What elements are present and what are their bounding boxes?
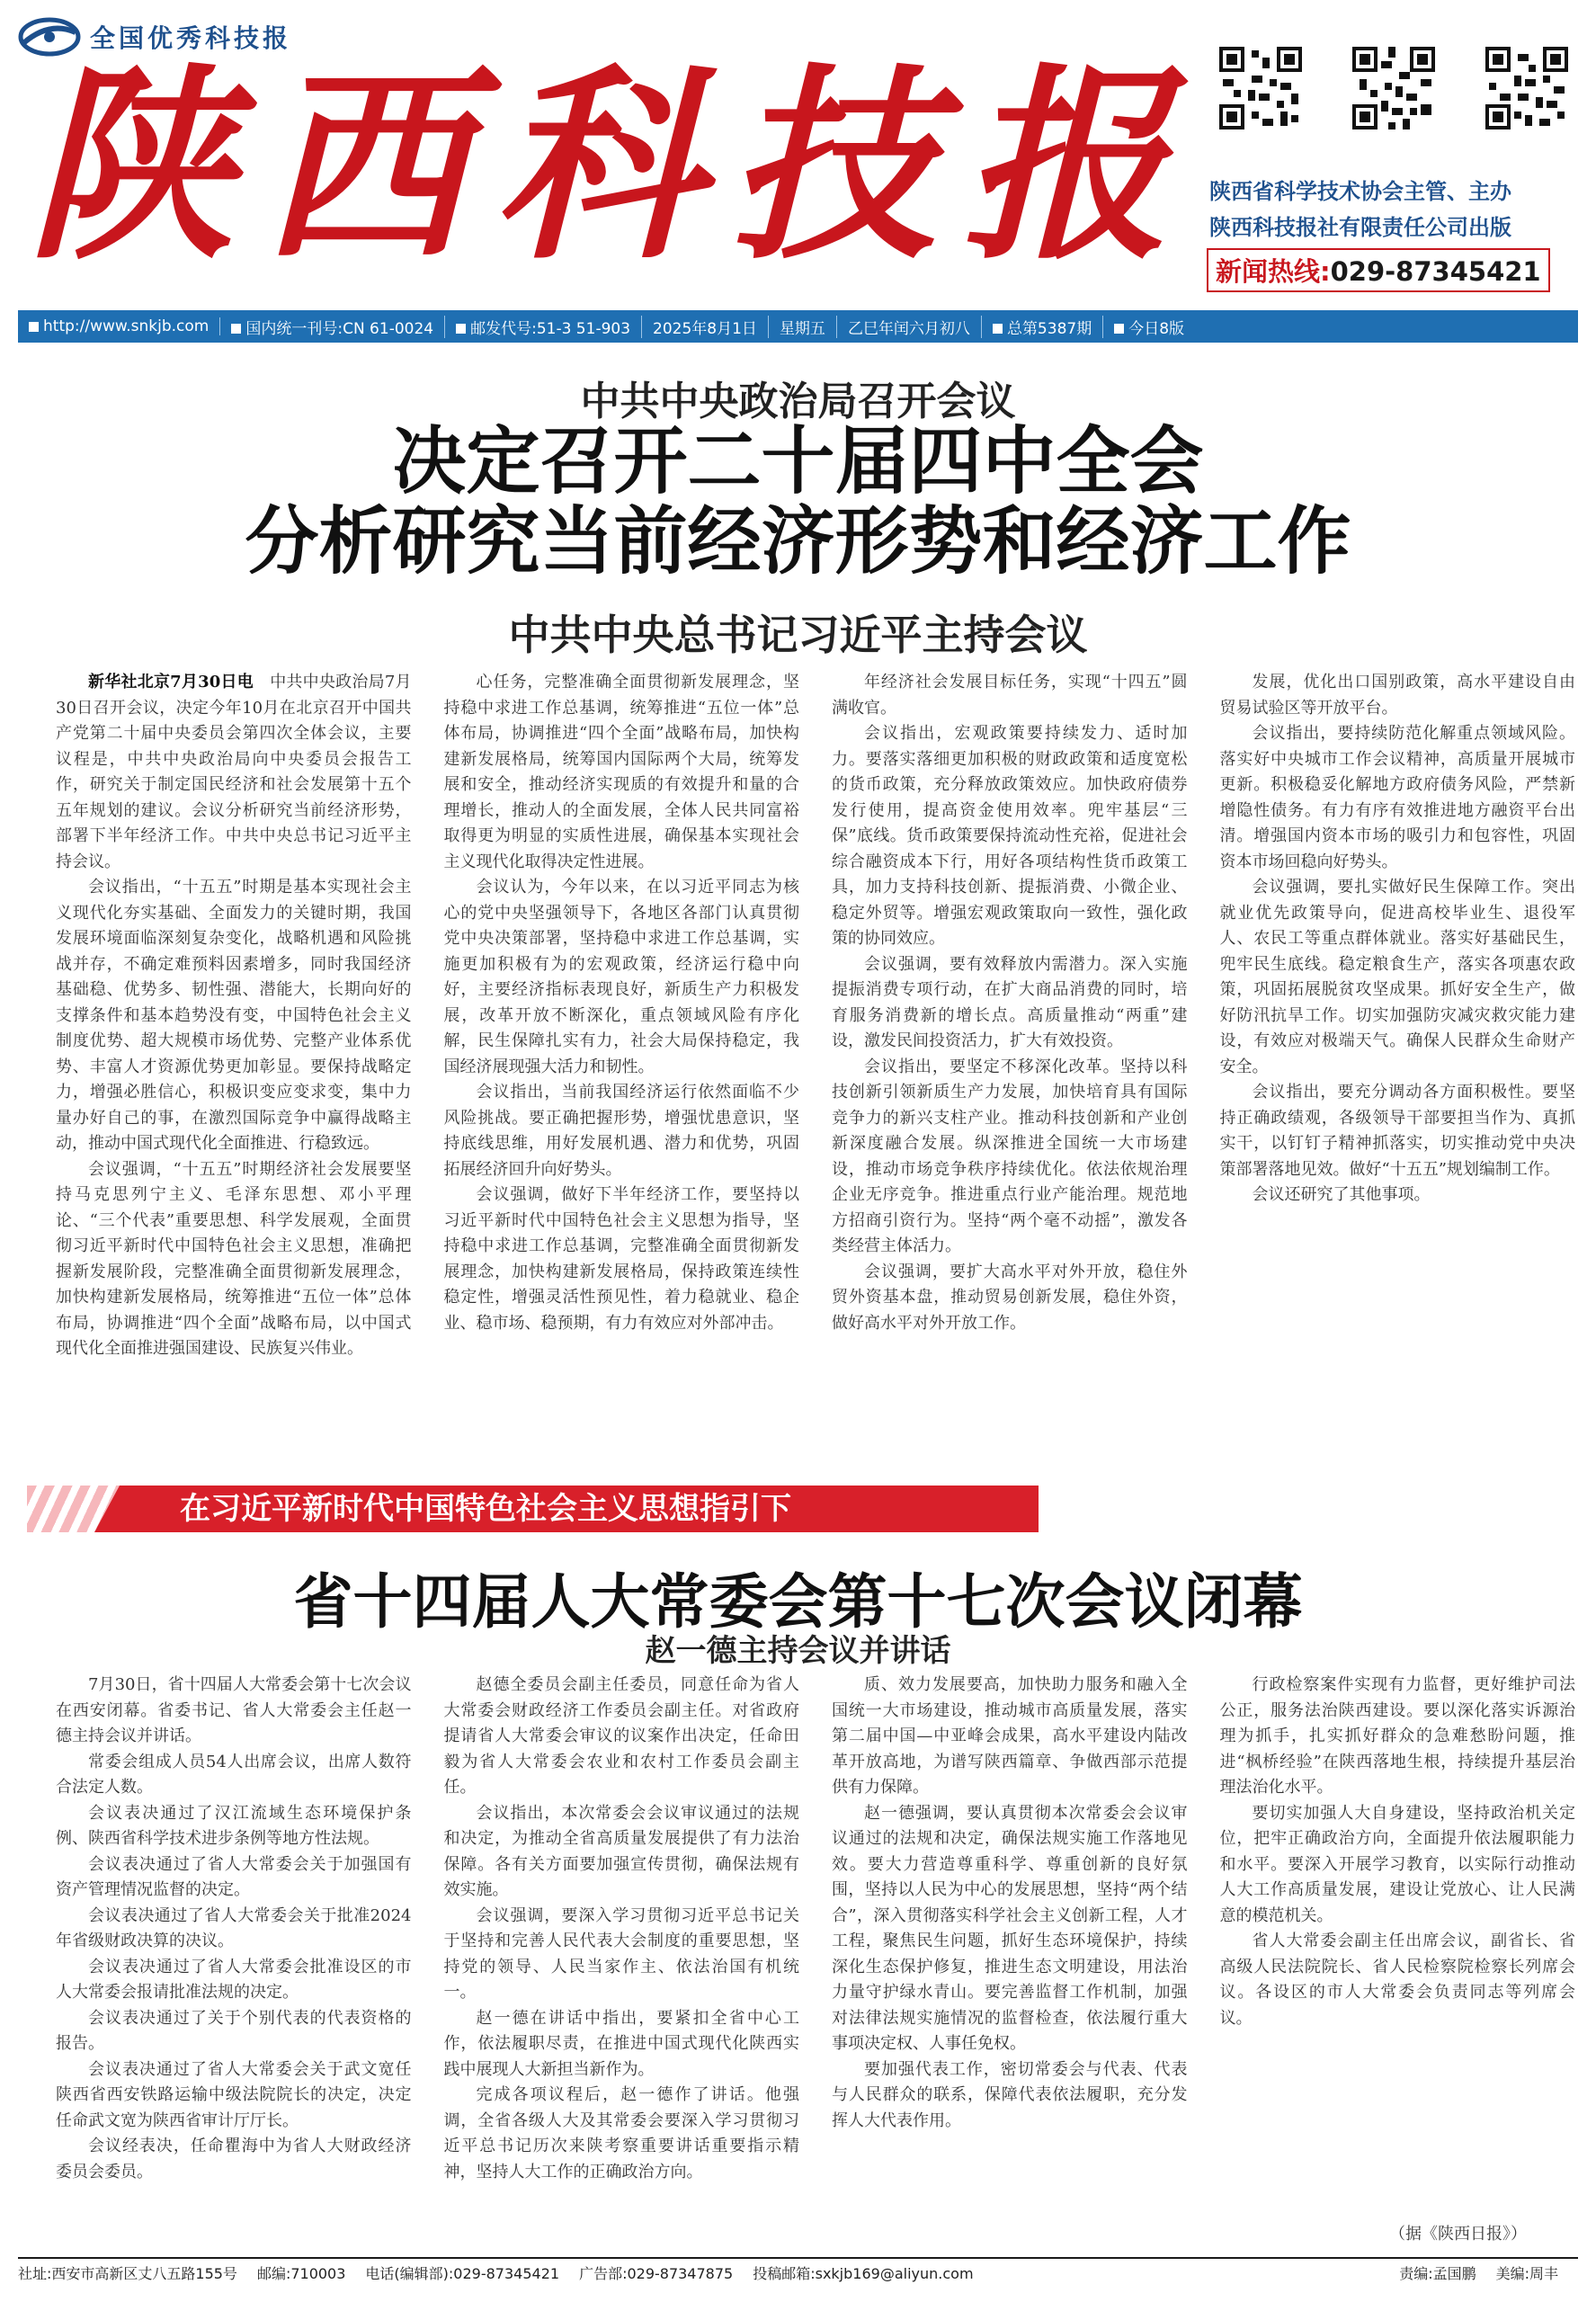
second-article-body [56, 1673, 1575, 2217]
paragraph: 中共中央政治局7月30日召开会议，决定今年10月在北京召开中国共产党第二十届中央委员会第四次全体会议，主要议程是，中共中央政治局向中央委员会报告工作，研究关于制定国民经济和社会发展第十五个五年规划的建议。会议分析研究当前经济形势，部署下半年经济工作。中共中央总书记习近平主持会议。 [56, 673, 412, 871]
article-column [832, 1673, 1188, 2217]
paragraph: 会议认为，今年以来，在以习近平同志为核心的党中央坚强领导下，各地区各部门认真贯彻党中央决策部署，坚持稳中求进工作总基调，实施更加积极有为的宏观政策，经济运行稳中向好，主要经济指标表现良好，新质生产力积极发展，改革开放不断深化，重点领域风险有序化解，民生保障扎实有力，社会大局保持稳定，我国经济展现强大活力和韧性。 [443, 878, 799, 1076]
paragraph: 会议强调，做好下半年经济工作，要坚持以习近平新时代中国特色社会主义思想为指导，坚持稳中求进工作总基调，完整准确全面贯彻新发展理念，加快构建新发展格局，保持政策连续性稳定性，增强灵活性预见性，着力稳就业、稳企业、稳市场、稳预期，有力有效应对外部冲击。 [443, 1185, 799, 1333]
qr-code[interactable] [1212, 43, 1309, 137]
article-column [444, 1673, 800, 2217]
page-count: 今日8版 [1103, 316, 1195, 338]
article-column [1220, 670, 1576, 1434]
publisher-line: 陕西科技报社有限责任公司出版 [1209, 214, 1511, 240]
second-headline[interactable]: 省十四届人大常委会第十七次会议闭幕 [293, 1567, 1303, 1637]
lead-kicker: 中共中央政治局召开会议 [580, 379, 1016, 424]
qr-codes [1212, 43, 1575, 137]
paragraph: 行政检察案件实现有力监督，更好维护司法公正，服务法治陕西建设。要以深化落实诉源治理为抓手，扎实抓好群众的急难愁盼问题，推进“枫桥经验”在陕西落地生根，持续提升基层治理法治化水平。 [1219, 1675, 1575, 1797]
paragraph: 赵一德在讲话中指出，要紧扣全省中心工作，依法履职尽责，在推进中国式现代化陕西实践中展现人大新担当新作为。 [443, 2008, 799, 2079]
footer-designer: 美编:周丰 [1495, 2264, 1558, 2282]
issn: 国内统一刊号:CN 61-0024 [220, 316, 445, 338]
lead-headline-line: 决定召开二十届四中全会 [392, 419, 1204, 504]
issue-date: 2025年8月1日 [642, 316, 769, 338]
qr-code[interactable] [1345, 43, 1442, 137]
paragraph: 质、效力发展要高，加快助力服务和融入全国统一大市场建设，推动城市高质量发展，落实第二届中国—中亚峰会成果，高水平建设内陆改革开放高地，为谱写陕西篇章、争做西部示范提供有力保障。 [832, 1675, 1188, 1797]
lead-article-body [56, 670, 1575, 1434]
paragraph: 会议强调，要扎实做好民生保障工作。突出就业优先政策导向，促进高校毕业生、退役军人、农民工等重点群体就业。落实好基础民生，兜牢民生底线。稳定粮食生产，落实各项惠农政策，巩固拓展脱贫攻坚成果。抓好安全生产，做好防汛抗旱工作。切实加强防灾减灾救灾能力建设，有效应对极端天气。确保人民群众生命财产安全。 [1219, 878, 1575, 1076]
paragraph: 省人大常委会副主任出席会议，副省长、省高级人民法院院长、省人民检察院检察长列席会议。各设区的市人大常委会负责同志等列席会议。 [1219, 1932, 1575, 2028]
qr-code-icon [1216, 43, 1306, 133]
second-subheadline: 赵一德主持会议并讲话 [645, 1633, 951, 1669]
hotline-number: 029-87345421 [1330, 256, 1541, 287]
paragraph: 会议强调，要有效释放内需潜力。深入实施提振消费专项行动，在扩大商品消费的同时，培育服务消费新的增长点。高质量推动“两重”建设，激发民间投资活力，扩大有效投资。 [832, 954, 1188, 1050]
honor-badge-text: 全国优秀科技报 [90, 23, 292, 53]
publisher-info [1209, 174, 1574, 245]
paragraph: 要切实加强人大自身建设，坚持政治机关定位，把牢正确政治方向，全面提升依法履职能力和水平。要深入开展学习教育，以实际行动推动人大工作高质量发展，建设让党放心、让人民满意的模范机关。 [1219, 1803, 1575, 1925]
paragraph: 会议表决通过了省人大常委会批准设区的市人大常委会报请批准法规的决定。 [56, 1957, 412, 2002]
lunar-date: 乙巳年闰六月初八 [837, 316, 982, 338]
paragraph: 会议指出，本次常委会会议审议通过的法规和决定，为推动全省高质量发展提供了有力法治保障。各有关方面要加强宣传贯彻，确保法规有效实施。 [443, 1803, 799, 1899]
paragraph: 年经济社会发展目标任务，实现“十四五”圆满收官。 [832, 673, 1188, 718]
website-link[interactable]: http://www.snkjb.com [18, 317, 220, 335]
bullet-square-icon [456, 324, 466, 334]
paragraph: 心任务，完整准确全面贯彻新发展理念，坚持稳中求进工作总基调，统筹推进“五位一体”总体布局，协调推进“四个全面”战略布局，加快构建新发展格局，统筹国内国际两个大局，统筹发展和安全，推动经济实现质的有效提升和量的合理增长，推动人的全面发展，全体人民共同富裕取得更为明显的实质性进展，确保基本实现社会主义现代化取得决定性进展。 [443, 673, 799, 871]
paragraph: 会议强调，要扩大高水平对外开放，稳住外贸外资基本盘，推动贸易创新发展，稳住外资，做好高水平对外开放工作。 [832, 1262, 1188, 1333]
bullet-square-icon [231, 324, 241, 334]
paragraph: 会议表决通过了汉江流域生态环境保护条例、陕西省科学技术进步条例等地方性法规。 [56, 1803, 412, 1848]
issue-number: 总第5387期 [982, 316, 1103, 338]
banner-text: 在习近平新时代中国特色社会主义思想指引下 [180, 1491, 791, 1527]
footer-editor: 责编:孟国鹏 [1399, 2264, 1476, 2282]
article-column [56, 670, 412, 1434]
postal-code: 邮发代号:51-3 51-903 [445, 316, 642, 338]
footer-postcode: 邮编:710003 [256, 2264, 346, 2282]
bullet-square-icon [1114, 324, 1124, 334]
lead-headline-line: 分析研究当前经济形势和经济工作 [245, 498, 1351, 584]
lead-subheadline: 中共中央总书记习近平主持会议 [508, 611, 1088, 659]
hotline-label: 新闻热线: [1216, 256, 1331, 287]
dateline: 新华社北京7月30日电 [88, 673, 254, 691]
paragraph: 会议表决通过了省人大常委会关于武文宽任陕西省西安铁路运输中级法院院长的决定，决定任命武文宽为陕西省审计厅厅长。 [56, 2059, 412, 2130]
paragraph: 赵一德强调，要认真贯彻本次常委会会议审议通过的法规和决定，确保法规实施工作落地见效。要大力营造尊重科学、尊重创新的良好氛围，坚持以人民为中心的发展思想，坚持“两个结合”，深入贯彻落实科学社会主义创新工程，人才工程，聚焦民生问题，抓好生态环境保护，持续深化生态保护修复，推进生态文明建设，用法治力量守护绿水青山。要完善监督工作机制，加强对法律法规实施情况的监督检查，依法履行重大事项决定权、人事任免权。 [832, 1803, 1188, 2053]
bullet-square-icon [29, 322, 39, 332]
article-source: （据《陕西日报》） [1389, 2225, 1527, 2244]
masthead [0, 0, 1596, 310]
paragraph: 会议强调，要深入学习贯彻习近平总书记关于坚持和完善人民代表大会制度的重要思想，坚持党的领导、人民当家作主、依法治国有机统一。 [443, 1905, 799, 2002]
paragraph: 7月30日，省十四届人大常委会第十七次会议在西安闭幕。省委书记、省人大常委会主任赵一德主持会议并讲话。 [56, 1675, 412, 1745]
footer-email[interactable]: 投稿邮箱:sxkjb169@aliyun.com [753, 2264, 974, 2282]
article-column [1220, 1673, 1576, 2217]
paragraph: 赵德全委员会副主任委员，同意任命为省人大常委会财政经济工作委员会副主任。对省政府提请省人大常委会审议的议案作出决定，任命田毅为省人大常委会农业和农村工作委员会副主任。 [443, 1675, 799, 1797]
paragraph: 会议指出，当前我国经济运行依然面临不少风险挑战。要正确把握形势，增强忧患意识，坚持底线思维，用好发展机遇、潜力和优势，巩固拓展经济回升向好势头。 [443, 1083, 799, 1179]
qr-code-icon [1482, 43, 1572, 133]
article-column [444, 670, 800, 1434]
bullet-square-icon [993, 324, 1003, 334]
page-footer [18, 2257, 1578, 2286]
paragraph: 发展，优化出口国别政策，高水平建设自由贸易试验区等开放平台。 [1219, 673, 1575, 718]
footer-ad-phone: 广告部:029-87347875 [579, 2264, 734, 2282]
weekday: 星期五 [769, 316, 837, 338]
qr-code[interactable] [1478, 43, 1575, 137]
paragraph: 会议表决通过了省人大常委会关于加强国有资产管理情况监督的决定。 [56, 1854, 412, 1899]
news-hotline [1207, 248, 1550, 292]
paragraph: 会议还研究了其他事项。 [1252, 1185, 1431, 1204]
footer-address: 社址:西安市高新区丈八五路155号 [18, 2264, 237, 2282]
paragraph: 会议表决通过了省人大常委会关于批准2024年省级财政决算的决议。 [56, 1905, 412, 1950]
paragraph: 要加强代表工作，密切常委会与代表、代表与人民群众的联系，保障代表依法履职，充分发挥人大代表作用。 [832, 2059, 1188, 2130]
section-banner [27, 1486, 1039, 1532]
paragraph: 会议指出，宏观政策要持续发力、适时加力。要落实落细更加积极的财政政策和适度宽松的货币政策，充分释放政策效应。加快政府债券发行使用，提高资金使用效率。兜牢基层“三保”底线。货币政策要保持流动性充裕，促进社会综合融资成本下行，用好各项结构性货币政策工具，加力支持科技创新、提振消费、小微企业、稳定外贸等。增强宏观政策取向一致性，强化政策的协同效应。 [832, 724, 1188, 948]
lead-headline[interactable] [0, 419, 1596, 584]
paragraph: 会议指出，“十五五”时期是基本实现社会主义现代化夯实基础、全面发力的关键时期，我国发展环境面临深刻复杂变化，战略机遇和风险挑战并存，不确定难预料因素增多，同时我国经济基础稳、优势多、韧性强、潜能大，长期向好的支撑条件和基本趋势没有变，中国特色社会主义制度优势、超大规模市场优势、完整产业体系优势、丰富人才资源优势更加彰显。要保持战略定力，增强必胜信心，积极识变应变求变，集中力量办好自己的事，在激烈国际竞争中赢得战略主动，推动中国式现代化全面推进、行稳致远。 [56, 878, 412, 1153]
paragraph: 会议经表决，任命瞿海中为省人大财政经济委员会委员。 [56, 2137, 412, 2182]
paragraph: 会议表决通过了关于个别代表的代表资格的报告。 [56, 2008, 412, 2053]
paragraph: 会议指出，要坚定不移深化改革。坚持以科技创新引领新质生产力发展，加快培育具有国际竞争力的新兴支柱产业。推动科技创新和产业创新深度融合发展。纵深推进全国统一大市场建设，推动市场竞争秩序持续优化。依法依规治理企业无序竞争。推进重点行业产能治理。规范地方招商引资行为。坚持“两个毫不动摇”，激发各类经营主体活力。 [832, 1057, 1188, 1255]
newspaper-title: 陕西科技报 [27, 45, 1196, 288]
paragraph: 会议指出，要充分调动各方面积极性。要坚持正确政绩观，各级领导干部要担当作为、真抓实干，以钉钉子精神抓落实，切实推动党中央决策部署落地见效。做好“十五五”规划编制工作。 [1219, 1083, 1575, 1179]
qr-code-icon [1349, 43, 1439, 133]
paragraph: 会议强调，“十五五”时期经济社会发展要坚持马克思列宁主义、毛泽东思想、邓小平理论、“三个代表”重要思想、科学发展观，全面贯彻习近平新时代中国特色社会主义思想，准确把握新发展阶段，完整准确全面贯彻新发展理念，加快构建新发展格局，统筹推进“五位一体”总体布局，协调推进“四个全面”战略布局，以中国式现代化全面推进强国建设、民族复兴伟业。 [56, 1159, 412, 1358]
sponsor-line: 陕西省科学技术协会主管、主办 [1209, 178, 1511, 204]
paragraph: 常委会组成人员54人出席会议，出席人数符合法定人数。 [56, 1752, 412, 1797]
paragraph: 完成各项议程后，赵一德作了讲话。他强调，全省各级人大及其常委会要深入学习贯彻习近平总书记历次来陕考察重要讲话重要指示精神，坚持人大工作的正确政治方向。 [443, 2085, 799, 2182]
issue-info-bar [18, 310, 1578, 343]
paragraph: 会议指出，要持续防范化解重点领域风险。落实好中央城市工作会议精神，高质量开展城市更新。积极稳妥化解地方政府债务风险，严禁新增隐性债务。有力有序有效推进地方融资平台出清。增强国内资本市场的吸引力和包容性，巩固资本市场回稳向好势头。 [1219, 724, 1575, 871]
article-column [56, 1673, 412, 2217]
footer-phone: 电话(编辑部):029-87345421 [365, 2264, 560, 2282]
article-column [832, 670, 1188, 1434]
